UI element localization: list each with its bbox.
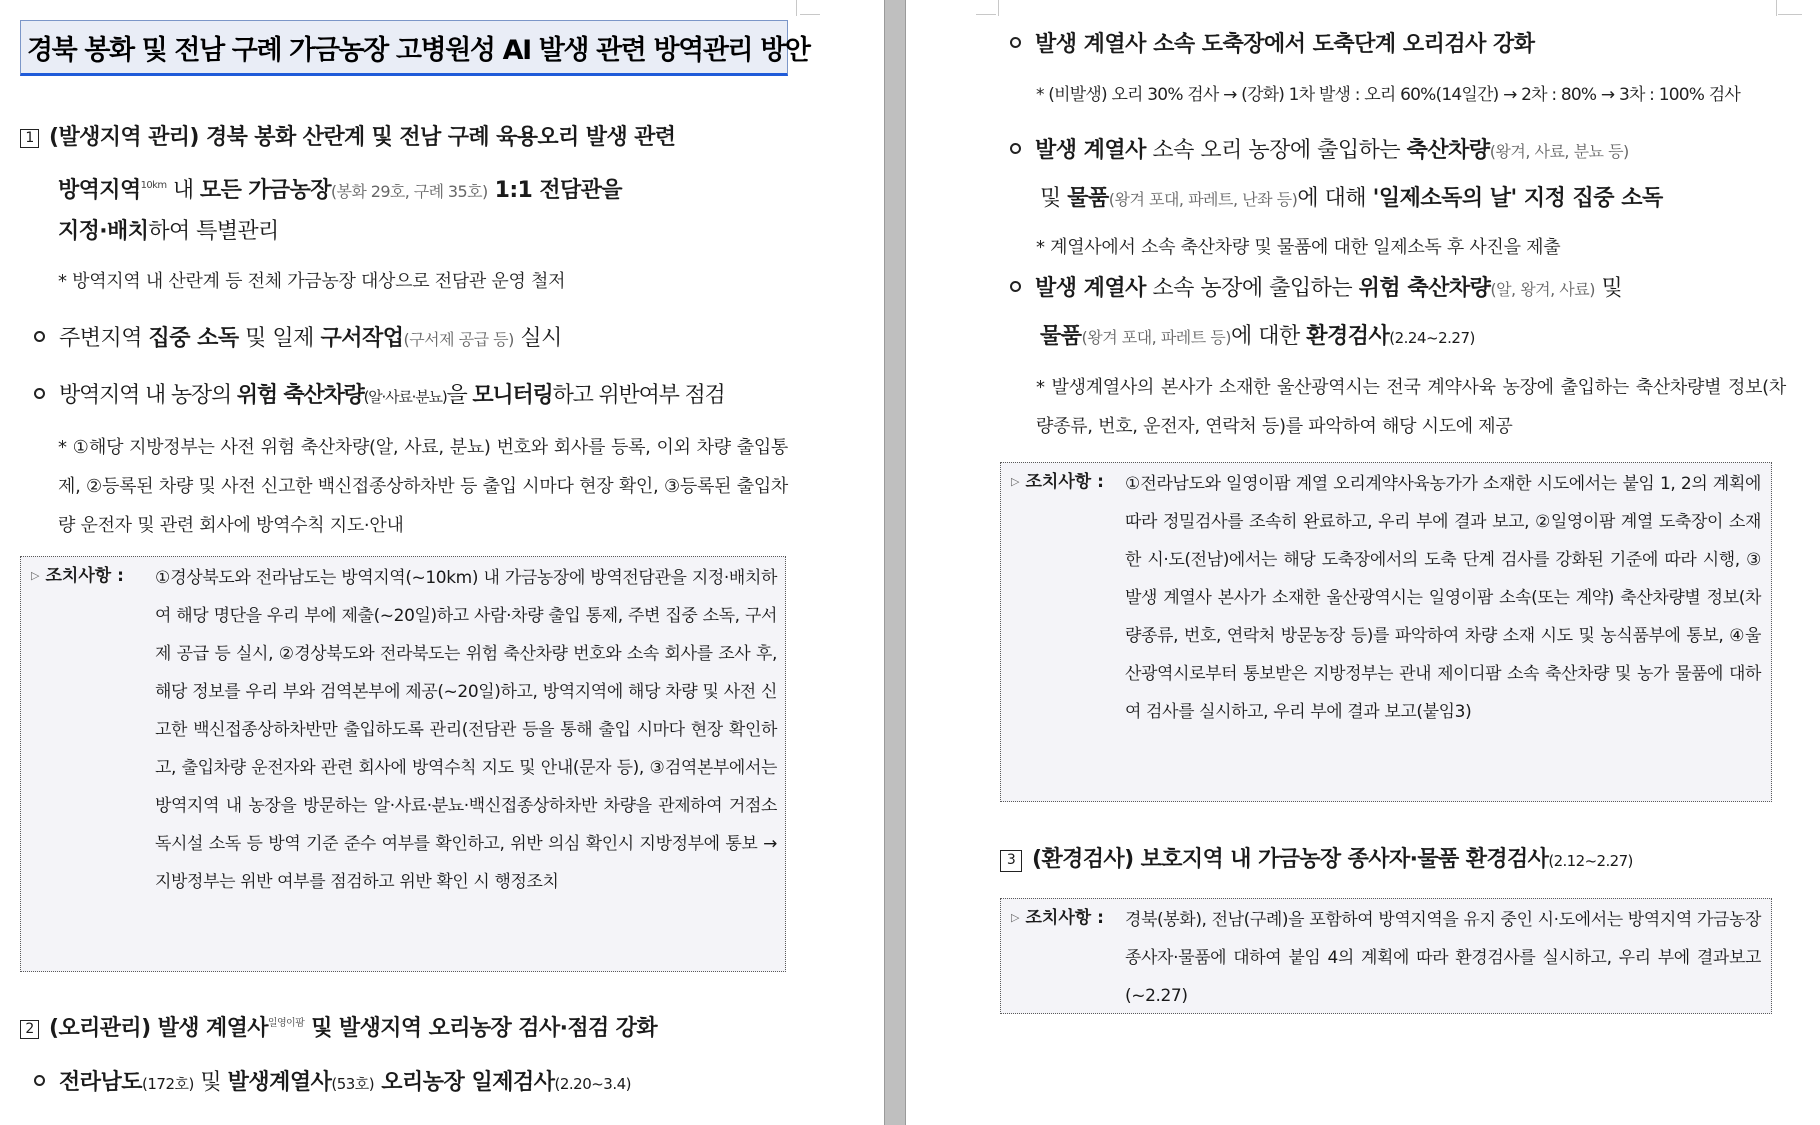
text: 및 bbox=[1594, 276, 1623, 301]
text-bold: 발생계열사 bbox=[227, 1070, 332, 1095]
bullet-circle-icon bbox=[34, 1075, 45, 1086]
text-bold: 발생 계열사 bbox=[1035, 276, 1146, 301]
superscript: 10km bbox=[140, 180, 167, 191]
superscript: 일영이팜 bbox=[267, 1018, 305, 1029]
section2-action-box bbox=[1000, 462, 1772, 802]
action-label-text: 조치사항 : bbox=[1025, 908, 1104, 928]
action-label bbox=[1011, 467, 1104, 492]
text: 및 일제 bbox=[238, 326, 321, 351]
text: 및 bbox=[193, 1070, 228, 1095]
text-bold: (환경검사) 보호지역 내 가금농장 종사자·물품 환경검사 bbox=[1032, 847, 1549, 872]
page-gap bbox=[884, 0, 906, 1125]
section3-action-text: 경북(봉화), 전남(구례)을 포함하여 방역지역을 유지 중인 시·도에서는 방역지역 가금농장 종사자·물품에 대하여 붙임 4의 계획에 따라 환경검사를 실시하고, 우리 부에 결과보고(~2.27) bbox=[1125, 910, 1761, 1006]
section2-heading bbox=[20, 1000, 657, 1053]
bullet-circle-icon bbox=[1010, 37, 1021, 48]
document-page-left bbox=[0, 0, 884, 1125]
crop-mark bbox=[1778, 14, 1802, 15]
text-gray: (알, 왕겨, 사료) bbox=[1490, 280, 1595, 299]
text-bold: 위험 축산차량 bbox=[1358, 276, 1491, 301]
section2-bullet-slaughter bbox=[1010, 24, 1535, 66]
text: 을 bbox=[446, 383, 473, 408]
text-small: (172호) bbox=[142, 1075, 194, 1093]
section1-heading-text: (발생지역 관리) 경북 봉화 산란계 및 전남 구례 육용오리 발생 관련 bbox=[49, 125, 676, 150]
section2-note-env: * 발생계열사의 본사가 소재한 울산광역시는 전국 계약사육 농장에 출입하는 축산차량별 정보(차량종류, 번호, 운전자, 연락처 등)를 파악하여 해당 시도에 제공 bbox=[1036, 377, 1786, 437]
section2-bullet-env-line1 bbox=[1010, 268, 1622, 311]
section2-bullet-disinfection-line2 bbox=[1040, 178, 1663, 221]
text-bold: (오리관리) 발생 계열사 bbox=[49, 1016, 268, 1041]
document-page-right bbox=[906, 0, 1820, 1125]
text: 에 대해 bbox=[1297, 186, 1373, 211]
text-bold: 물품 bbox=[1067, 186, 1109, 211]
text-small: (53호) bbox=[331, 1075, 375, 1093]
section3-heading bbox=[1000, 836, 1633, 885]
bullet-circle-icon bbox=[34, 388, 45, 399]
section1-bullet-disinfection bbox=[34, 318, 562, 361]
text: 내 bbox=[166, 178, 200, 203]
text-bold: '일제소독의 날' 지정 집중 소독 bbox=[1372, 186, 1663, 211]
text-bold: 축산차량 bbox=[1406, 138, 1490, 163]
section-number-box: 1 bbox=[20, 129, 39, 148]
section1-action-box bbox=[20, 556, 786, 972]
text-bold: 집중 소독 bbox=[148, 326, 239, 351]
section2-bullet-inspection bbox=[34, 1062, 631, 1105]
text: 소속 오리 농장에 출입하는 bbox=[1145, 138, 1407, 163]
action-label bbox=[1011, 903, 1104, 928]
section2-action-text: ①전라남도와 일영이팜 계열 오리계약사육농가가 소재한 시도에서는 붙임 1, 2의 계획에 따라 정밀검사를 조속히 완료하고, 우리 부에 결과 보고, ②일영이팜 계열 도축장이 소재한 시·도(전남)에서는 해당 도축장에서의 도축 단계 검사를 강화된 기준에 따라 시행, ③발생 계열사 본사가 소재한 울산광역시는 일영이팜 소속(또는 계약) 축산차량별 정보(차량종류, 번호, 연락처 방문농장 등)를 파악하여 차량 소재 시도 및 농식품부에 통보, ④울산광역시로부터 통보받은 지방정부는 관내 제이디팜 소속 축산차량 및 농가 물품에 대하여 검사를 실시하고, 우리 부에 결과 보고(붙임3) bbox=[1125, 474, 1761, 722]
text-small: (2.12~2.27) bbox=[1548, 852, 1633, 870]
bullet-circle-icon bbox=[1010, 143, 1021, 154]
text-bold: 지정·배치 bbox=[58, 219, 149, 244]
text-bold: 발생 계열사 소속 도축장에서 도축단계 오리검사 강화 bbox=[1035, 32, 1535, 57]
text-bold: 전라남도 bbox=[59, 1070, 143, 1095]
bullet-circle-icon bbox=[34, 331, 45, 342]
text-bold: 방역지역 bbox=[58, 178, 141, 203]
title-bar[interactable] bbox=[20, 20, 810, 76]
text: 에 대한 bbox=[1231, 324, 1307, 349]
section2-bullet-env-line2 bbox=[1040, 316, 1475, 359]
section1-heading-line3 bbox=[58, 208, 279, 256]
text-bold: 물품 bbox=[1040, 324, 1082, 349]
text-bold: 위험 축산차량 bbox=[236, 383, 364, 408]
text-bold: 모니터링 bbox=[472, 383, 553, 408]
crop-mark bbox=[800, 14, 820, 15]
text: 및 bbox=[1040, 186, 1068, 211]
section-number-box: 2 bbox=[20, 1020, 39, 1039]
section1-note1: * 방역지역 내 산란계 등 전체 가금농장 대상으로 전담관 운영 철저 bbox=[58, 271, 566, 292]
section1-action-text: ①경상북도와 전라남도는 방역지역(~10km) 내 가금농장에 방역전담관을 지정·배치하여 해당 명단을 우리 부에 제출(~20일)하고 사람·차량 출입 통제, 주변 집중 소독, 구서제 공급 등 실시, ②경상북도와 전라북도는 위험 축산차량 번호와 소속 회사를 조사 후, 해당 정보를 우리 부와 검역본부에 제공(~20일)하고, 방역지역에 해당 차량 및 사전 신고한 백신접종상하차반만 출입하도록 관리(전담관 등을 통해 출입 시마다 현장 확인하고, 출입차량 운전자와 관련 회사에 방역수칙 지도 및 안내(문자 등), ③검역본부에서는 방역지역 내 농장을 방문하는 알·사료·분뇨·백신접종상하차반 차량을 관제하여 거점소독시설 소독 등 방역 기준 준수 여부를 확인하고, 위반 의심 확인시 지방정부에 통보 → 지방정부는 위반 여부를 점검하고 위반 확인 시 행정조치 bbox=[155, 568, 777, 892]
action-label-text: 조치사항 : bbox=[1025, 472, 1104, 492]
text-gray: (왕겨 포대, 파레트 등) bbox=[1081, 328, 1231, 347]
section2-note-disinfection: * 계열사에서 소속 축산차량 및 물품에 대한 일제소독 후 사진을 제출 bbox=[1036, 237, 1561, 258]
text: 하고 위반여부 점검 bbox=[552, 383, 725, 408]
text-bold: 오리농장 일제검사 bbox=[374, 1070, 555, 1095]
text: 소속 농장에 출입하는 bbox=[1145, 276, 1359, 301]
section2-bullet-disinfection-line1 bbox=[1010, 130, 1629, 173]
section1-heading-line1 bbox=[20, 114, 800, 162]
triangle-icon: ▷ bbox=[1011, 911, 1020, 924]
text-bold: 구서작업 bbox=[320, 326, 404, 351]
section1-note2: * ①해당 지방정부는 사전 위험 축산차량(알, 사료, 분뇨) 번호와 회사를 등록, 이외 차량 출입통제, ②등록된 차량 및 사전 신고한 백신접종상하차반 등 출입 시마다 현장 확인, ③등록된 출입차량 운전자 및 관련 회사에 방역수칙 지도·안내 bbox=[58, 437, 788, 536]
text-bold: 환경검사 bbox=[1306, 324, 1390, 349]
text-bold: 발생 계열사 bbox=[1035, 138, 1146, 163]
text-gray: (왕겨, 사료, 분뇨 등) bbox=[1489, 142, 1629, 161]
crop-mark bbox=[976, 14, 996, 15]
text-small: (2.20~3.4) bbox=[554, 1075, 632, 1093]
text-small: (2.24~2.27) bbox=[1389, 329, 1475, 347]
text-gray: (왕겨 포대, 파레트, 난좌 등) bbox=[1108, 190, 1298, 209]
section2-note-slaughter: * (비발생) 오리 30% 검사 → (강화) 1차 발생 : 오리 60%(14일간) → 2차 : 80% → 3차 : 100% 검사 bbox=[1036, 85, 1740, 105]
text-bold: 및 발생지역 오리농장 검사·점검 강화 bbox=[304, 1016, 657, 1041]
text: 하여 특별관리 bbox=[148, 219, 279, 244]
section-number-box: 3 bbox=[1000, 850, 1022, 872]
text: 주변지역 bbox=[59, 326, 149, 351]
document-title: 경북 봉화 및 전남 구례 가금농장 고병원성 AI 발생 관련 방역관리 방안 bbox=[27, 34, 810, 66]
action-label-text: 조치사항 : bbox=[45, 566, 124, 586]
text-bold: 모든 가금농장 bbox=[199, 178, 331, 203]
text: 방역지역 내 농장의 bbox=[59, 383, 237, 408]
text-bold: 1:1 전담관을 bbox=[487, 178, 622, 203]
triangle-icon: ▷ bbox=[1011, 475, 1020, 488]
action-label bbox=[31, 561, 124, 586]
triangle-icon: ▷ bbox=[31, 569, 40, 582]
text-small: (알·사료·분뇨) bbox=[363, 388, 447, 406]
section3-action-box bbox=[1000, 898, 1772, 1014]
text: 실시 bbox=[513, 326, 562, 351]
text-gray: (봉화 29호, 구례 35호) bbox=[330, 182, 488, 201]
bullet-circle-icon bbox=[1010, 281, 1021, 292]
section1-bullet-monitoring bbox=[34, 375, 725, 418]
text-gray: (구서제 공급 등) bbox=[403, 330, 514, 349]
